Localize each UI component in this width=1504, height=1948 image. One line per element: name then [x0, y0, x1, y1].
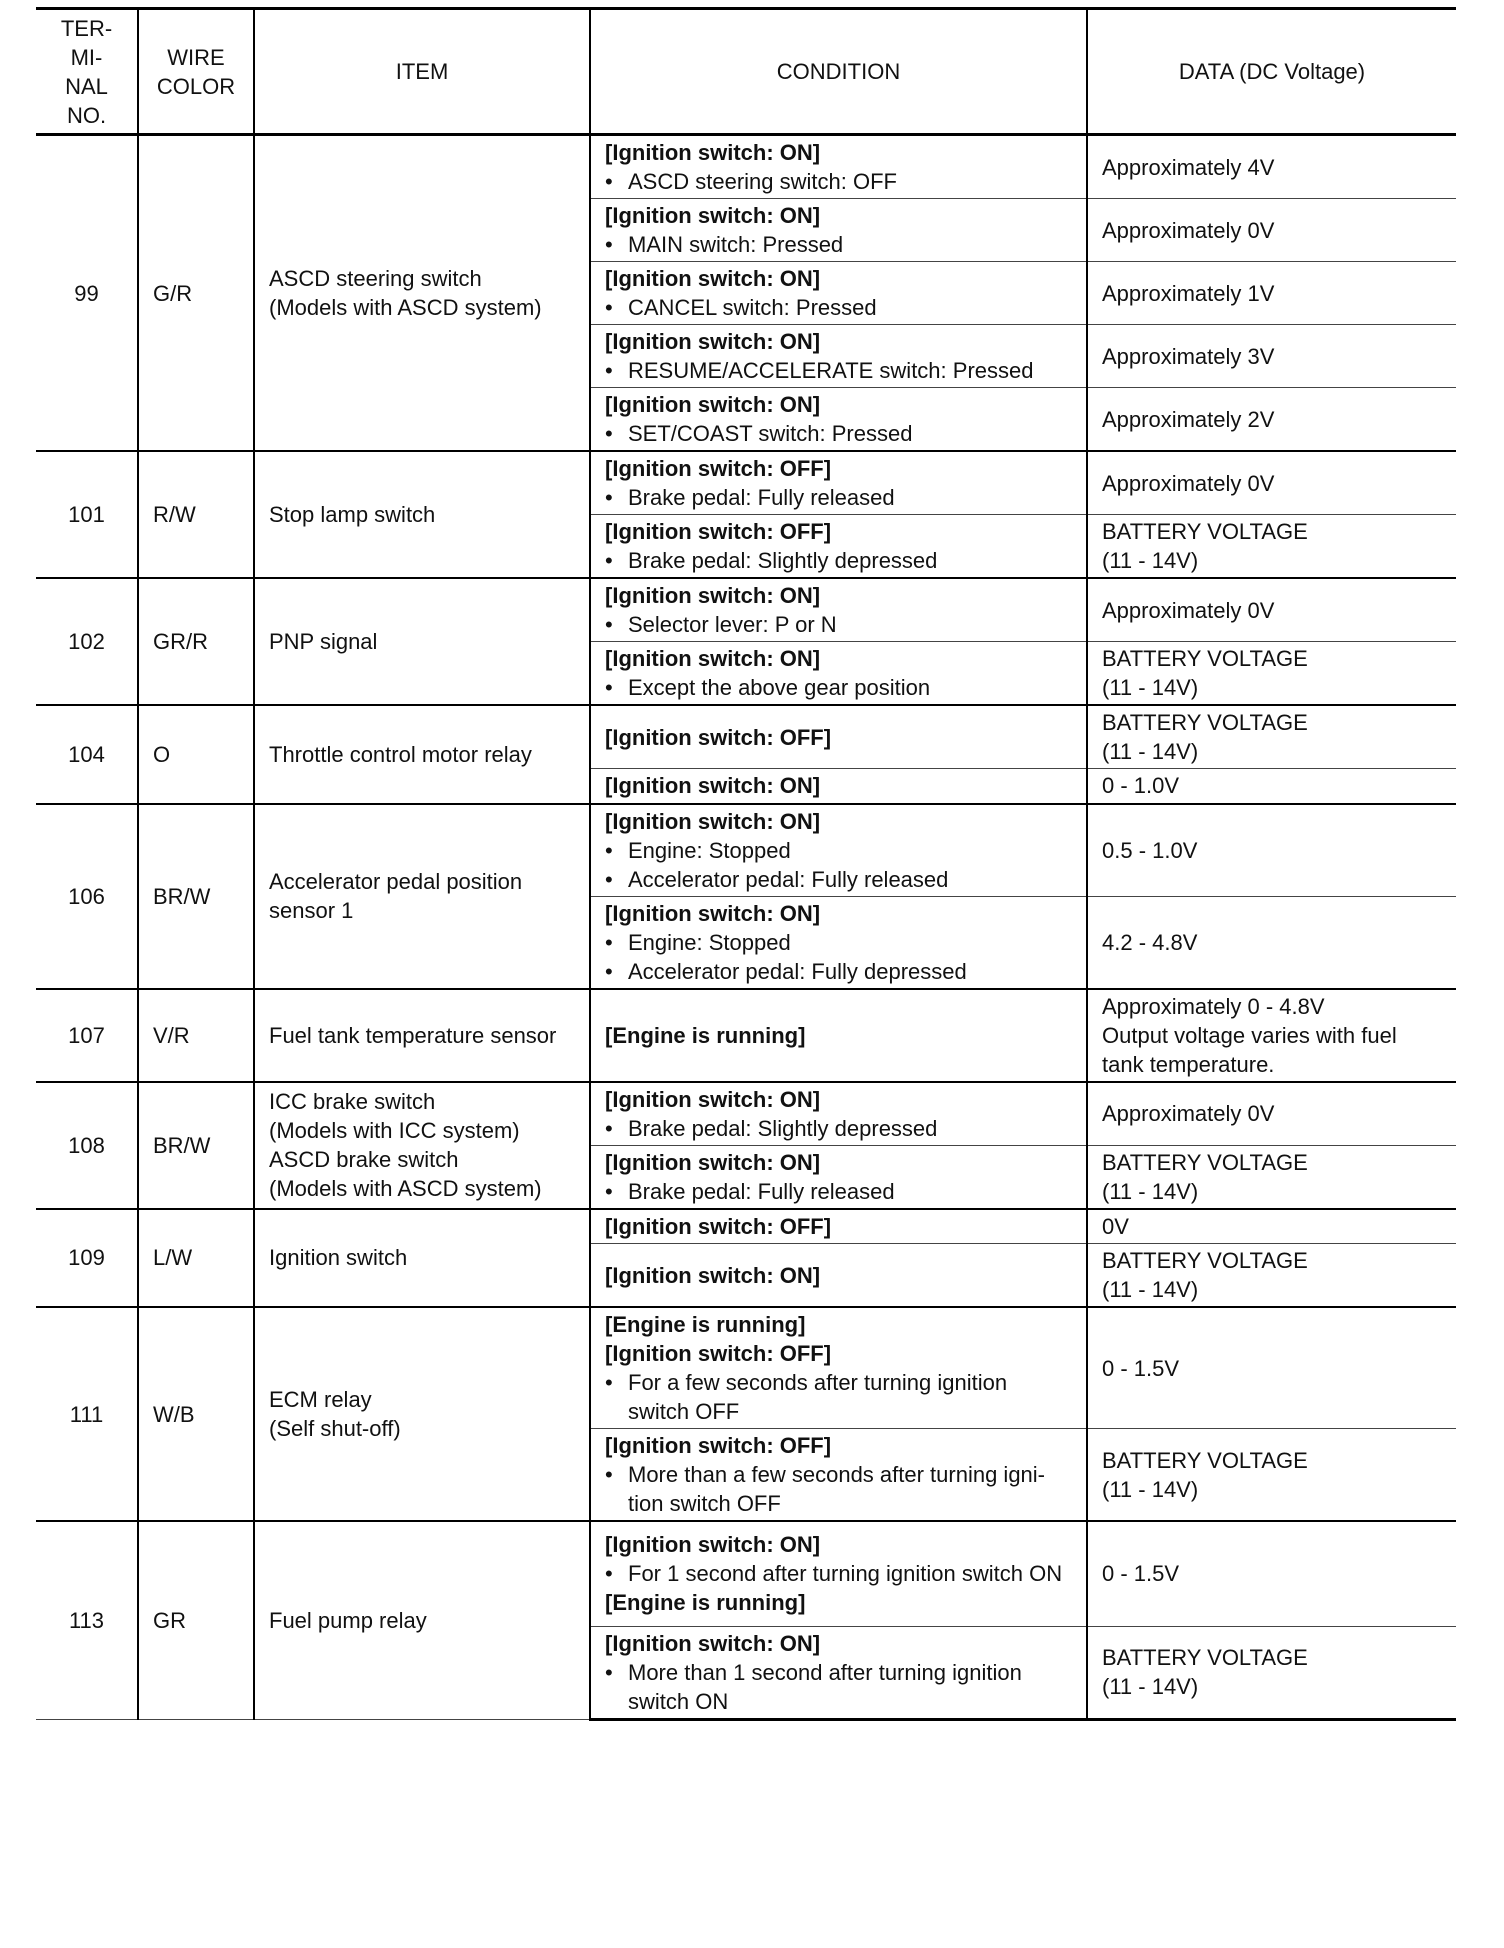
table-header-row: [36, 9, 1456, 135]
data-value-line: BATTERY VOLTAGE: [1102, 646, 1308, 671]
data-cell: [1087, 1082, 1456, 1146]
data-value-line: (11 - 14V): [1102, 1674, 1199, 1699]
condition-bullet-text: Brake pedal: Fully released: [628, 1178, 895, 1204]
bullet-icon: •: [605, 485, 613, 510]
header-condition: CONDITION: [590, 9, 1087, 135]
condition-bullet-text: More than a few seconds after turning igni-tion switch OFF: [628, 1462, 1046, 1516]
bullet-icon: •: [605, 421, 613, 446]
item-line: ASCD brake switch: [269, 1147, 459, 1172]
condition-heading: [Ignition switch: ON]: [605, 900, 821, 926]
condition-bullet-text: Engine: Stopped: [628, 837, 791, 863]
data-value-line: Approximately 0V: [1102, 470, 1275, 496]
data-value-line: tank temperature.: [1102, 1051, 1275, 1077]
data-cell: [1087, 642, 1456, 706]
table-row: [36, 989, 1456, 1082]
header-item: ITEM: [254, 9, 590, 135]
data-cell: [1087, 262, 1456, 325]
condition-bullet: [605, 673, 1072, 702]
item-cell: [254, 804, 590, 989]
condition-heading: [Ignition switch: ON]: [605, 266, 821, 291]
item-cell: [254, 989, 590, 1082]
item-cell: [254, 451, 590, 578]
condition-heading: [Ignition switch: ON]: [605, 1149, 821, 1175]
condition-bullet-text: MAIN switch: Pressed: [628, 232, 844, 257]
condition-heading: [Ignition switch: ON]: [605, 583, 821, 608]
data-value-line: BATTERY VOLTAGE: [1102, 710, 1308, 735]
condition-bullet: [605, 610, 1072, 639]
condition-bullet-text: For a few seconds after turning ignition switch OFF: [628, 1370, 1008, 1424]
condition-bullet: [605, 928, 1072, 957]
condition-bullet: [605, 1658, 1072, 1716]
table-row: [36, 1082, 1456, 1146]
condition-bullet: [605, 293, 1072, 322]
condition-heading: [Ignition switch: ON]: [605, 392, 821, 417]
terminal-no-cell: 106: [36, 804, 138, 989]
header-terminal-no: TER- MI- NAL NO.: [36, 9, 138, 135]
data-cell: [1087, 1626, 1456, 1719]
terminal-no-cell: 101: [36, 451, 138, 578]
data-value-line: (11 - 14V): [1102, 1178, 1199, 1204]
item-line: Throttle control motor relay: [269, 741, 532, 767]
condition-bullet: [605, 1368, 1072, 1426]
table-row: [36, 135, 1456, 199]
condition-heading: [Ignition switch: ON]: [605, 1630, 821, 1656]
terminal-data-table: [36, 7, 1456, 1721]
data-cell: [1087, 804, 1456, 897]
item-line: Accelerator pedal position: [269, 869, 523, 894]
item-line: Ignition switch: [269, 1245, 408, 1271]
data-value-line: 0 - 1.5V: [1102, 1561, 1180, 1587]
condition-cell: [590, 989, 1087, 1082]
item-cell: [254, 1521, 590, 1719]
condition-bullet-text: For 1 second after turning ignition switch ON: [628, 1561, 1063, 1587]
wire-color-cell: BR/W: [138, 1082, 254, 1209]
condition-heading: [Ignition switch: ON]: [605, 1086, 821, 1112]
wire-color-cell: G/R: [138, 135, 254, 452]
condition-cell: [590, 135, 1087, 199]
condition-heading: [Ignition switch: OFF]: [605, 724, 832, 750]
data-cell: [1087, 325, 1456, 388]
condition-cell: [590, 1244, 1087, 1308]
condition-cell: [590, 896, 1087, 989]
bullet-icon: •: [605, 1178, 613, 1204]
data-cell: [1087, 1521, 1456, 1626]
item-line: (Models with ASCD system): [269, 295, 542, 320]
terminal-no-cell: 108: [36, 1082, 138, 1209]
wire-color-cell: L/W: [138, 1209, 254, 1308]
bullet-icon: •: [605, 1561, 613, 1587]
data-cell: [1087, 705, 1456, 769]
bullet-icon: •: [605, 1115, 613, 1141]
condition-bullet-text: CANCEL switch: Pressed: [628, 295, 877, 320]
condition-bullet-text: Brake pedal: Slightly depressed: [628, 548, 938, 573]
bullet-icon: •: [605, 675, 613, 700]
bullet-icon: •: [605, 295, 613, 320]
item-cell: [254, 1082, 590, 1209]
item-line: sensor 1: [269, 898, 354, 923]
condition-cell: [590, 451, 1087, 515]
condition-bullet: [605, 419, 1072, 448]
condition-bullet: [605, 483, 1072, 512]
data-value-line: BATTERY VOLTAGE: [1102, 1149, 1308, 1175]
wire-color-cell: GR/R: [138, 578, 254, 705]
terminal-no-cell: 113: [36, 1521, 138, 1719]
item-cell: [254, 1307, 590, 1521]
condition-cell: [590, 262, 1087, 325]
terminal-no-cell: 111: [36, 1307, 138, 1521]
wire-color-cell: O: [138, 705, 254, 804]
bullet-icon: •: [605, 1659, 613, 1685]
condition-cell: [590, 1307, 1087, 1429]
condition-heading: [Ignition switch: OFF]: [605, 456, 832, 481]
item-line: (Self shut-off): [269, 1416, 401, 1441]
data-value-line: (11 - 14V): [1102, 1476, 1199, 1502]
data-value-line: Approximately 1V: [1102, 280, 1275, 306]
condition-cell: [590, 199, 1087, 262]
data-value-line: Approximately 0V: [1102, 217, 1275, 243]
table-row: [36, 451, 1456, 515]
condition-bullet-text: SET/COAST switch: Pressed: [628, 421, 913, 446]
item-line: ASCD steering switch: [269, 266, 482, 291]
item-line: Stop lamp switch: [269, 502, 436, 527]
condition-bullet-text: Except the above gear position: [628, 675, 931, 700]
data-value-line: Output voltage varies with fuel: [1102, 1022, 1397, 1048]
data-value-line: (11 - 14V): [1102, 1277, 1199, 1302]
header-data: DATA (DC Voltage): [1087, 9, 1456, 135]
condition-bullet: [605, 1114, 1072, 1143]
terminal-no-cell: 102: [36, 578, 138, 705]
data-value-line: Approximately 0 - 4.8V: [1102, 993, 1325, 1019]
bullet-icon: •: [605, 1462, 613, 1487]
bullet-icon: •: [605, 958, 613, 984]
condition-heading: [Ignition switch: ON]: [605, 646, 821, 671]
condition-cell: [590, 705, 1087, 769]
data-value-line: 0 - 1.5V: [1102, 1355, 1180, 1381]
condition-bullet-text: Brake pedal: Slightly depressed: [628, 1115, 938, 1141]
data-value-line: (11 - 14V): [1102, 675, 1199, 700]
condition-cell: [590, 804, 1087, 897]
condition-bullet-text: Selector lever: P or N: [628, 612, 837, 637]
item-line: PNP signal: [269, 629, 378, 654]
data-cell: [1087, 135, 1456, 199]
data-cell: [1087, 199, 1456, 262]
condition-bullet: [605, 1460, 1072, 1518]
data-value-line: BATTERY VOLTAGE: [1102, 1645, 1308, 1670]
condition-bullet-text: RESUME/ACCELERATE switch: Pressed: [628, 358, 1034, 383]
condition-cell: [590, 1145, 1087, 1209]
item-cell: [254, 1209, 590, 1308]
terminal-no-cell: 109: [36, 1209, 138, 1308]
terminal-no-cell: 104: [36, 705, 138, 804]
item-line: ECM relay: [269, 1387, 372, 1412]
data-value-line: Approximately 3V: [1102, 343, 1275, 369]
data-value-line: Approximately 0V: [1102, 597, 1275, 623]
data-cell: [1087, 1429, 1456, 1522]
condition-bullet-text: ASCD steering switch: OFF: [628, 169, 897, 194]
condition-bullet-text: Engine: Stopped: [628, 929, 791, 955]
condition-bullet: [605, 230, 1072, 259]
condition-bullet: [605, 836, 1072, 865]
condition-heading: [Ignition switch: ON]: [605, 1532, 821, 1558]
condition-cell: [590, 515, 1087, 579]
condition-cell: [590, 388, 1087, 452]
data-value-line: 0V: [1102, 1213, 1129, 1239]
data-value-line: Approximately 0V: [1102, 1101, 1275, 1126]
condition-cell: [590, 642, 1087, 706]
data-cell: [1087, 515, 1456, 579]
condition-bullet: [605, 167, 1072, 196]
condition-cell: [590, 1626, 1087, 1719]
condition-heading: [Ignition switch: ON]: [605, 329, 821, 354]
condition-heading: [Ignition switch: ON]: [605, 808, 821, 834]
item-line: Fuel tank temperature sensor: [269, 1022, 557, 1048]
data-cell: [1087, 769, 1456, 804]
data-value-line: BATTERY VOLTAGE: [1102, 519, 1308, 544]
data-cell: [1087, 451, 1456, 515]
table-row: [36, 705, 1456, 769]
condition-bullet: [605, 1559, 1072, 1588]
data-value-line: 0 - 1.0V: [1102, 773, 1180, 799]
condition-bullet-text: Brake pedal: Fully released: [628, 485, 895, 510]
terminal-no-cell: 107: [36, 989, 138, 1082]
bullet-icon: •: [605, 866, 613, 892]
data-cell: [1087, 388, 1456, 452]
condition-bullet: [605, 546, 1072, 575]
condition-heading: [Ignition switch: OFF]: [605, 1433, 832, 1458]
data-cell: [1087, 1209, 1456, 1244]
data-cell: [1087, 896, 1456, 989]
wire-color-cell: V/R: [138, 989, 254, 1082]
item-cell: [254, 135, 590, 452]
data-value-line: BATTERY VOLTAGE: [1102, 1248, 1308, 1273]
wire-color-cell: GR: [138, 1521, 254, 1719]
data-value-line: Approximately 2V: [1102, 406, 1275, 432]
data-value-line: (11 - 14V): [1102, 739, 1199, 764]
bullet-icon: •: [605, 1370, 613, 1395]
condition-cell: [590, 1521, 1087, 1626]
item-line: (Models with ASCD system): [269, 1176, 542, 1201]
table-row: [36, 1521, 1456, 1626]
condition-heading: [Engine is running]: [605, 1312, 806, 1337]
condition-cell: [590, 1082, 1087, 1146]
condition-heading: [Engine is running]: [605, 1022, 806, 1048]
bullet-icon: •: [605, 548, 613, 573]
condition-bullet-text: Accelerator pedal: Fully depressed: [628, 958, 967, 984]
condition-heading: [Ignition switch: ON]: [605, 203, 821, 228]
condition-bullet-text: Accelerator pedal: Fully released: [628, 866, 949, 892]
condition-heading: [Ignition switch: ON]: [605, 773, 821, 799]
table-row: [36, 804, 1456, 897]
condition-bullet-text: More than 1 second after turning ignition switch ON: [628, 1659, 1022, 1714]
condition-cell: [590, 1209, 1087, 1244]
condition-cell: [590, 1429, 1087, 1522]
bullet-icon: •: [605, 612, 613, 637]
wire-color-cell: BR/W: [138, 804, 254, 989]
bullet-icon: •: [605, 232, 613, 257]
condition-bullet: [605, 957, 1072, 986]
condition-heading: [Ignition switch: OFF]: [605, 519, 832, 544]
item-line: Fuel pump relay: [269, 1607, 427, 1633]
condition-bullet: [605, 865, 1072, 894]
bullet-icon: •: [605, 929, 613, 955]
data-cell: [1087, 1307, 1456, 1429]
item-line: (Models with ICC system): [269, 1118, 520, 1143]
condition-heading: [Ignition switch: OFF]: [605, 1213, 832, 1239]
condition-heading: [Engine is running]: [605, 1590, 806, 1616]
terminal-no-cell: 99: [36, 135, 138, 452]
table-body: [36, 135, 1456, 1720]
condition-bullet: [605, 1177, 1072, 1206]
bullet-icon: •: [605, 837, 613, 863]
data-value-line: 0.5 - 1.0V: [1102, 837, 1198, 863]
item-cell: [254, 578, 590, 705]
data-value-line: (11 - 14V): [1102, 548, 1199, 573]
condition-heading: [Ignition switch: ON]: [605, 140, 821, 165]
data-value-line: BATTERY VOLTAGE: [1102, 1447, 1308, 1473]
condition-cell: [590, 325, 1087, 388]
table-row: [36, 1209, 1456, 1244]
condition-bullet: [605, 356, 1072, 385]
bullet-icon: •: [605, 358, 613, 383]
wire-color-cell: W/B: [138, 1307, 254, 1521]
data-cell: [1087, 989, 1456, 1082]
condition-cell: [590, 769, 1087, 804]
condition-heading: [Ignition switch: OFF]: [605, 1341, 832, 1366]
data-value-line: 4.2 - 4.8V: [1102, 929, 1198, 955]
table-row: [36, 1307, 1456, 1429]
header-wire-color: WIRE COLOR: [138, 9, 254, 135]
condition-cell: [590, 578, 1087, 642]
data-cell: [1087, 1244, 1456, 1308]
item-line: ICC brake switch: [269, 1089, 436, 1114]
data-cell: [1087, 578, 1456, 642]
data-cell: [1087, 1145, 1456, 1209]
condition-heading: [Ignition switch: ON]: [605, 1262, 821, 1288]
item-cell: [254, 705, 590, 804]
bullet-icon: •: [605, 169, 613, 194]
data-value-line: Approximately 4V: [1102, 154, 1275, 180]
wire-color-cell: R/W: [138, 451, 254, 578]
table-row: [36, 578, 1456, 642]
